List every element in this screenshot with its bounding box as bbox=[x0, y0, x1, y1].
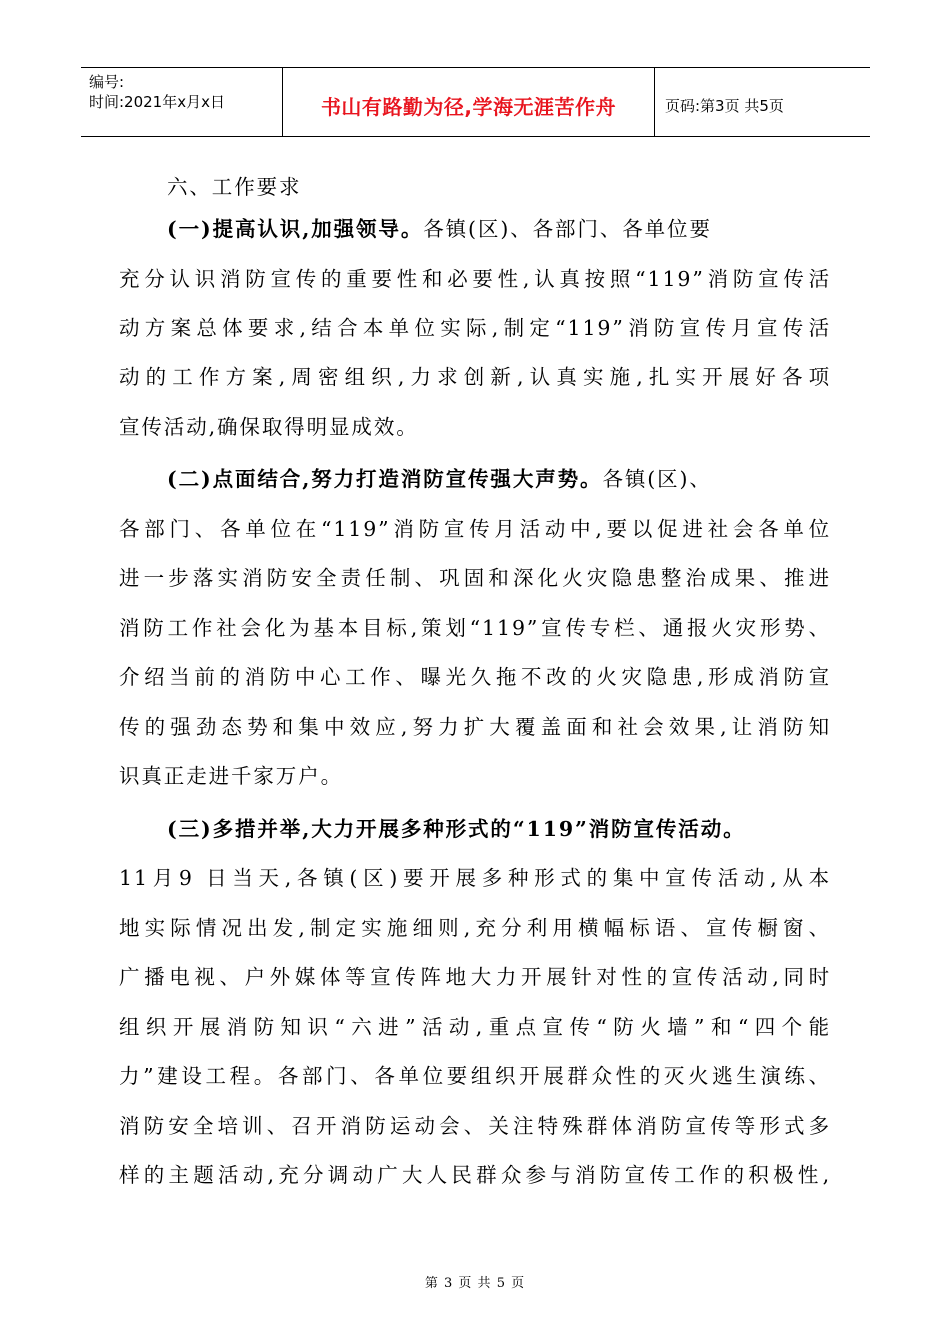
paragraph-3-line-5: 组织开展消防知识“六进”活动,重点宣传“防火墙”和“四个能 bbox=[119, 1015, 831, 1039]
paragraph-3-line-2: 11月9 日当天,各镇(区)要开展多种形式的集中宣传活动,从本 bbox=[119, 866, 831, 890]
header-motto: 书山有路勤为径,学海无涯苦作舟 bbox=[320, 94, 617, 119]
paragraph-2-heading: (二)点面结合,努力打造消防宣传强大声势。 bbox=[167, 467, 603, 491]
page-footer: 第 3 页 共 5 页 bbox=[424, 1276, 526, 1291]
page-header-table bbox=[81, 67, 870, 137]
header-time-label: 时间:2021年x月x日 bbox=[89, 93, 225, 111]
paragraph-3-line-6: 力”建设工程。各部门、各单位要组织开展群众性的灭火逃生演练、 bbox=[119, 1064, 831, 1088]
header-page-cell bbox=[655, 68, 870, 136]
paragraph-1-line-1 bbox=[167, 214, 712, 244]
paragraph-1-line-1-text: 各镇(区)、各部门、各单位要 bbox=[423, 217, 712, 241]
paragraph-1-line-5: 宣传活动,确保取得明显成效。 bbox=[119, 415, 419, 439]
paragraph-2-line-5: 介绍当前的消防中心工作、曝光久拖不改的火灾隐患,形成消防宣 bbox=[119, 665, 831, 689]
paragraph-1-line-2: 充分认识消防宣传的重要性和必要性,认真按照“119”消防宣传活 bbox=[119, 267, 831, 291]
paragraph-3-line-4: 广播电视、户外媒体等宣传阵地大力开展针对性的宣传活动,同时 bbox=[119, 965, 831, 989]
section-title: 六、工作要求 bbox=[167, 175, 302, 199]
paragraph-2-line-1-text: 各镇(区)、 bbox=[602, 467, 712, 491]
paragraph-2-line-3: 进一步落实消防安全责任制、巩固和深化火灾隐患整治成果、推进 bbox=[119, 566, 831, 590]
header-number-label: 编号: bbox=[89, 73, 125, 91]
paragraph-2-line-7: 识真正走进千家万户。 bbox=[119, 764, 343, 788]
paragraph-3-line-3: 地实际情况出发,制定实施细则,充分利用横幅标语、宣传橱窗、 bbox=[119, 916, 831, 940]
header-meta-cell bbox=[81, 68, 283, 136]
paragraph-2-line-6: 传的强劲态势和集中效应,努力扩大覆盖面和社会效果,让消防知 bbox=[119, 715, 831, 739]
header-page-info: 页码:第3页 共5页 bbox=[665, 96, 784, 115]
paragraph-3-line-7: 消防安全培训、召开消防运动会、关注特殊群体消防宣传等形式多 bbox=[119, 1114, 831, 1138]
paragraph-3-line-1 bbox=[167, 814, 746, 844]
paragraph-1-line-3: 动方案总体要求,结合本单位实际,制定“119”消防宣传月宣传活 bbox=[119, 316, 831, 340]
paragraph-2-line-2: 各部门、各单位在“119”消防宣传月活动中,要以促进社会各单位 bbox=[119, 517, 831, 541]
paragraph-3-line-8: 样的主题活动,充分调动广大人民群众参与消防宣传工作的积极性, bbox=[119, 1163, 831, 1187]
header-motto-cell bbox=[283, 68, 655, 136]
paragraph-1-line-4: 动的工作方案,周密组织,力求创新,认真实施,扎实开展好各项 bbox=[119, 365, 831, 389]
paragraph-2-line-1 bbox=[167, 464, 712, 494]
paragraph-3-heading: (三)多措并举,大力开展多种形式的“119”消防宣传活动。 bbox=[167, 817, 746, 841]
paragraph-2-line-4: 消防工作社会化为基本目标,策划“119”宣传专栏、通报火灾形势、 bbox=[119, 616, 831, 640]
paragraph-1-heading: (一)提高认识,加强领导。 bbox=[167, 217, 424, 241]
